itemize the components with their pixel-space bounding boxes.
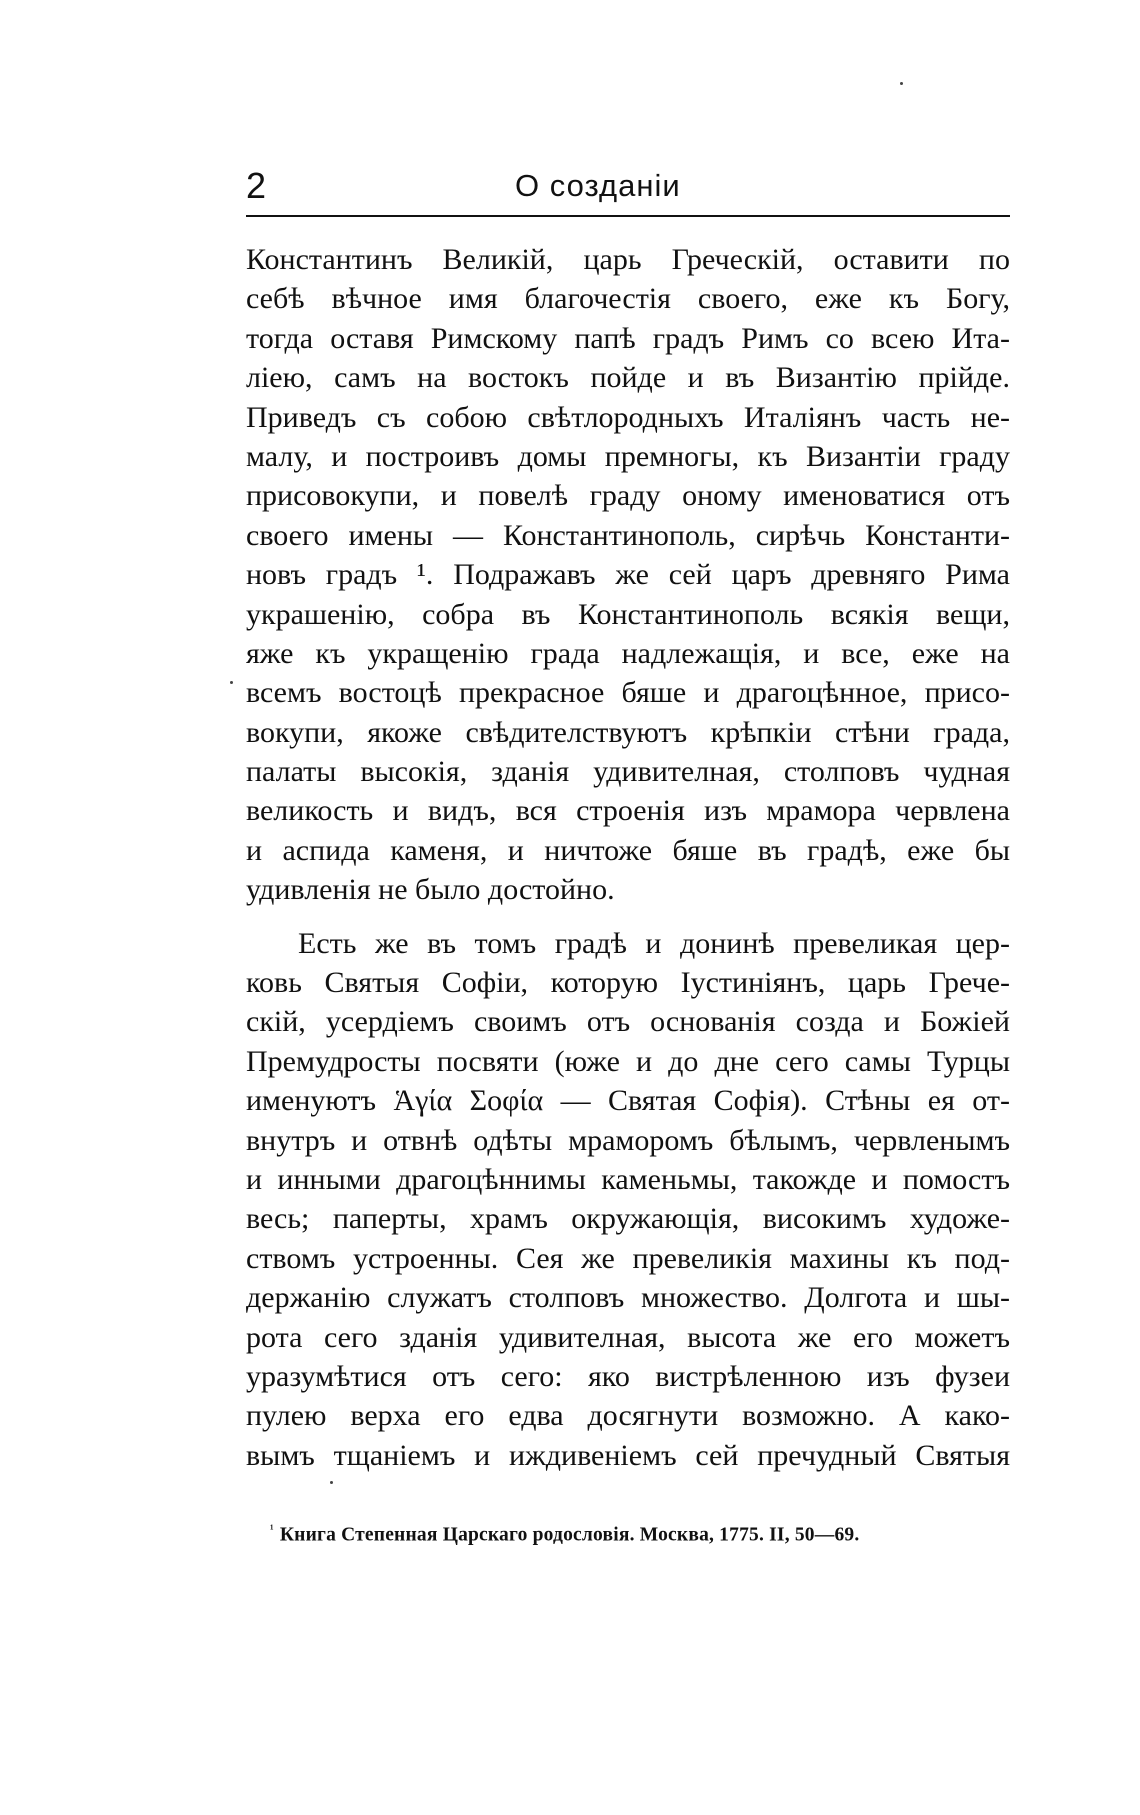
- text-line: весь; паперты, храмъ окружающія, високимъ художе-: [246, 1202, 1010, 1236]
- text-line: украшенію, собра въ Константинополь всякія вещи,: [246, 597, 1010, 631]
- text-line: Константинъ Великій, царь Греческій, оставити по: [246, 243, 1010, 276]
- text-line: Есть же въ томъ градѣ и донинѣ превеликая цер-: [298, 926, 1010, 960]
- text-line: внутръ и отвнѣ одѣты мраморомъ бѣлымъ, червленымъ: [246, 1123, 1010, 1157]
- footnote-text: Книга Степенная Царскаго родословія. Москва, 1775. II, 50—69.: [279, 1524, 860, 1546]
- text-line: малу, и построивъ домы премногы, къ Византіи граду: [246, 439, 1010, 473]
- text-line: палаты высокія, зданія удивителная, столповъ чудная: [246, 755, 1010, 789]
- text-line: великость и видъ, вся строенія изъ мрамора червлена: [246, 794, 1010, 828]
- paragraph-1: [246, 240, 1010, 910]
- print-speck: [900, 82, 903, 85]
- text-line: ковь Святыя Софіи, которую Іустиніянъ, царь Грече-: [246, 966, 1010, 1000]
- text-line: и инными драгоцѣннимы каменьмы, такожде и помостъ: [246, 1162, 1010, 1196]
- text-line: Премудросты посвяти (юже и до дне сего самы Турцы: [246, 1044, 1010, 1078]
- text-line: удивленія не было достойно.: [246, 873, 615, 907]
- text-line: Приведъ съ собою свѣтлородныхъ Италіянъ часть не-: [246, 400, 1010, 434]
- text-line: именуютъ Ἁγία Σοφία — Святая Софія). Стѣны ея от-: [246, 1084, 1010, 1118]
- text-line: вокупи, якоже свѣдителствуютъ крѣпкіи стѣни града,: [246, 715, 1010, 749]
- text-line: пулею верха его едва досягнути возможно. А како-: [246, 1399, 1010, 1433]
- text-line: держанію служатъ столповъ множество. Долгота и шы-: [246, 1281, 1010, 1315]
- text-line: своего имены — Константинополь, сирѣчь Константи-: [246, 518, 1010, 552]
- text-line: ліею, самъ на востокъ пойде и въ Византію прійде.: [246, 361, 1010, 395]
- text-line: вымъ тщаніемъ и иждивеніемъ сей пречудный Святыя: [246, 1438, 1010, 1472]
- footnote: [270, 1515, 859, 1550]
- text-line: присовокупи, и повелѣ граду оному именоватися отъ: [246, 479, 1010, 513]
- paragraph-gap: [246, 910, 1010, 924]
- paragraph-2: [246, 924, 1010, 1475]
- page-number: 2: [246, 165, 267, 206]
- text-line: ствомъ устроенны. Сея же превеликія махины къ под-: [246, 1241, 1010, 1275]
- text-line: себѣ вѣчное имя благочестія своего, еже къ Богу,: [246, 282, 1010, 316]
- running-title: О созданіи: [515, 168, 681, 203]
- text-line: скій, усердіемъ своимъ отъ основанія созда и Божіей: [246, 1005, 1010, 1039]
- main-text: [246, 240, 1010, 1475]
- text-line: тогда оставя Римскому папѣ градъ Римъ со всею Ита-: [246, 321, 1010, 355]
- print-speck: [230, 681, 233, 684]
- text-line: уразумѣтися отъ сего: яко вистрѣленною изъ фузеи: [246, 1359, 1010, 1393]
- text-line: рота сего зданія удивителная, высота же его можетъ: [246, 1320, 1010, 1354]
- print-speck: [330, 1481, 333, 1484]
- header-rule: [246, 215, 1010, 217]
- text-line: новъ градъ ¹. Подражавъ же сей царъ древняго Рима: [246, 558, 1010, 592]
- footnote-marker: ¹: [270, 1522, 274, 1536]
- text-line: яже къ укращенію града надлежащія, и все, еже на: [246, 636, 1010, 670]
- text-line: и аспида каменя, и ничтоже бяше въ градѣ, еже бы: [246, 833, 1010, 867]
- text-line: всемъ востоцѣ прекрасное бяше и драгоцѣнное, присо-: [246, 676, 1010, 710]
